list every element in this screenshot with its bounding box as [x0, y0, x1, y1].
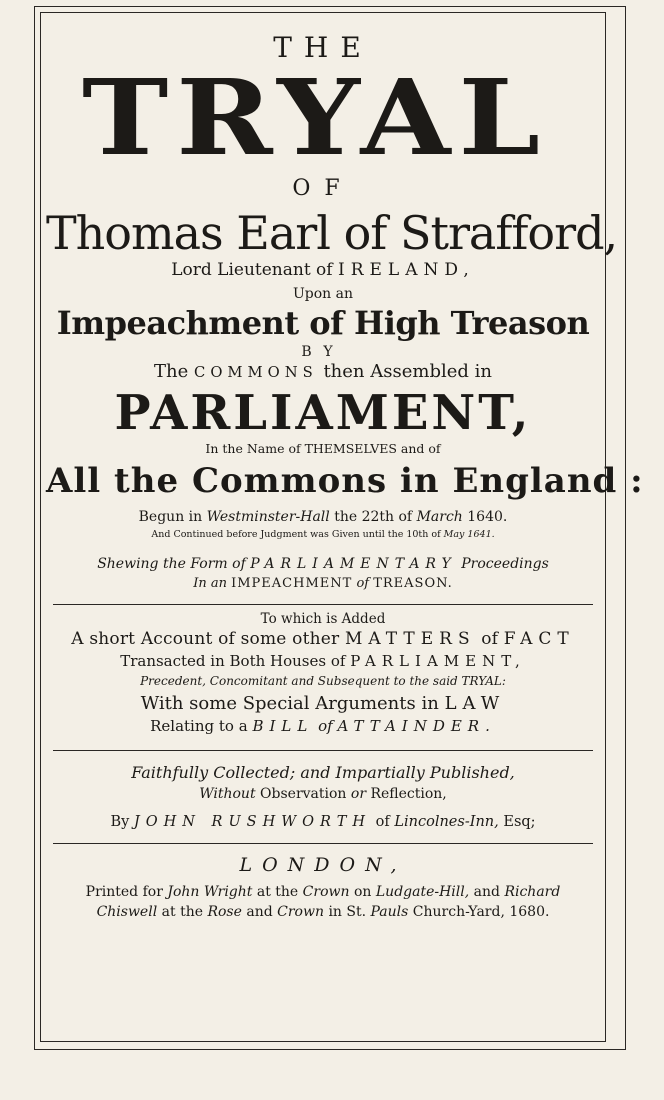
faithfully-line: Faithfully Collected; and Impartially Published, [131, 762, 515, 782]
commons-word: COMMONS [194, 364, 318, 381]
commons-line [46, 363, 600, 381]
title-of: OF [292, 176, 354, 201]
short-of: of [481, 628, 499, 649]
author-line [46, 815, 600, 830]
shewing-pre: Shewing the Form of [97, 556, 246, 572]
imprint-city: LONDON, [239, 854, 407, 876]
print1-sign1: Crown [302, 884, 350, 900]
imprint-line-2 [46, 905, 600, 919]
print2-mid2: in St. [328, 904, 367, 920]
impt-of: of [356, 576, 370, 591]
author-of: of [375, 813, 390, 830]
rel-of: of [318, 716, 333, 735]
impt-word2: TREASON. [373, 576, 453, 591]
print1-pre: Printed for [85, 884, 163, 900]
impt-word1: IMPEACHMENT [231, 576, 353, 591]
print2-sign3: Crown [277, 904, 324, 920]
precedent-line: Precedent, Concomitant and Subsequent to the said TRYAL: [140, 673, 506, 688]
added-line: To which is Added [260, 611, 386, 627]
print2-and: and [246, 904, 273, 920]
short-fact: FACT [503, 628, 575, 649]
impt-pre: In an [193, 576, 227, 591]
trans-word: PARLIAMENT, [350, 651, 526, 670]
divider-rule [53, 604, 593, 605]
rel-bill: BILL [252, 716, 314, 735]
begun-month: March [416, 508, 463, 525]
short-account-line [46, 628, 600, 649]
lord-lieutenant-line [46, 262, 600, 279]
author-place: Lincolnes-Inn, [394, 813, 499, 830]
commons-rest: then Assembled in [323, 361, 492, 382]
print2-church: Pauls [370, 904, 409, 920]
continued-pre: And Continued before Judgment was Given until the 10th of [151, 528, 441, 540]
lord-prefix: Lord Lieutenant of [171, 260, 333, 280]
print2-mid1: at the [161, 904, 203, 920]
print1-name2: Richard [504, 884, 561, 900]
print2-name2b: Chiswell [96, 904, 158, 920]
title-earl: Thomas Earl of Strafford, [46, 206, 618, 260]
print1-place1: Ludgate-Hill, [375, 884, 470, 900]
in-name-line: In the Name of THEMSELVES and of [205, 441, 441, 456]
upon-line: Upon an [292, 286, 354, 302]
divider-rule [53, 843, 593, 844]
commons-the: The [154, 361, 189, 382]
short-pre: A short Account of some other [71, 628, 340, 649]
title-page [46, 16, 644, 920]
imprint-line-1 [46, 885, 600, 899]
print1-name1: John Wright [167, 884, 253, 900]
without-post: Reflection, [370, 785, 447, 802]
author-name: JOHN RUSHWORTH [133, 813, 372, 830]
all-commons-heading: All the Commons in England : [46, 460, 644, 501]
continued-date: May 1641. [443, 528, 495, 540]
continued-line [46, 530, 600, 540]
shewing-word: PARLIAMENTARY [250, 556, 457, 572]
author-esq: Esq; [503, 813, 536, 830]
rel-attainder: ATTAINDER. [337, 716, 496, 735]
by-line: BY [301, 344, 345, 360]
without-pre: Without [199, 785, 256, 802]
divider-rule [53, 750, 593, 751]
short-matters: MATTERS [345, 628, 476, 649]
print2-rest: Church-Yard, 1680. [412, 904, 550, 920]
print1-and: and [473, 884, 500, 900]
author-by: By [110, 813, 130, 830]
without-or: or [350, 785, 367, 802]
shewing-post: Proceedings [461, 556, 549, 572]
print1-mid2: on [353, 884, 372, 900]
begun-mid: the 22th of [334, 508, 413, 525]
transacted-line [46, 651, 600, 670]
without-line [46, 787, 600, 801]
with-law: LAW [444, 692, 506, 714]
lord-country: IRELAND, [337, 260, 475, 280]
rel-pre: Relating to a [150, 716, 248, 735]
relating-line [46, 716, 600, 735]
without-mid: Observation [260, 785, 347, 802]
print1-mid1: at the [256, 884, 299, 900]
begun-place: Westminster-Hall [206, 508, 330, 525]
print2-sign2: Rose [207, 904, 242, 920]
impeachment-treason-line [46, 577, 600, 590]
title-the: THE [273, 31, 373, 64]
begun-line [46, 510, 600, 524]
begun-pre: Begun in [138, 508, 203, 525]
trans-pre: Transacted in Both Houses of [120, 651, 346, 670]
with-some-line [46, 692, 600, 714]
impeachment-heading: Impeachment of High Treason [56, 304, 590, 342]
begun-year: 1640. [467, 508, 508, 525]
with-pre: With some Special Arguments in [140, 692, 439, 714]
shewing-line [46, 557, 600, 571]
parliament-heading: PARLIAMENT, [114, 385, 532, 441]
title-tryal: TRYAL [81, 57, 549, 180]
